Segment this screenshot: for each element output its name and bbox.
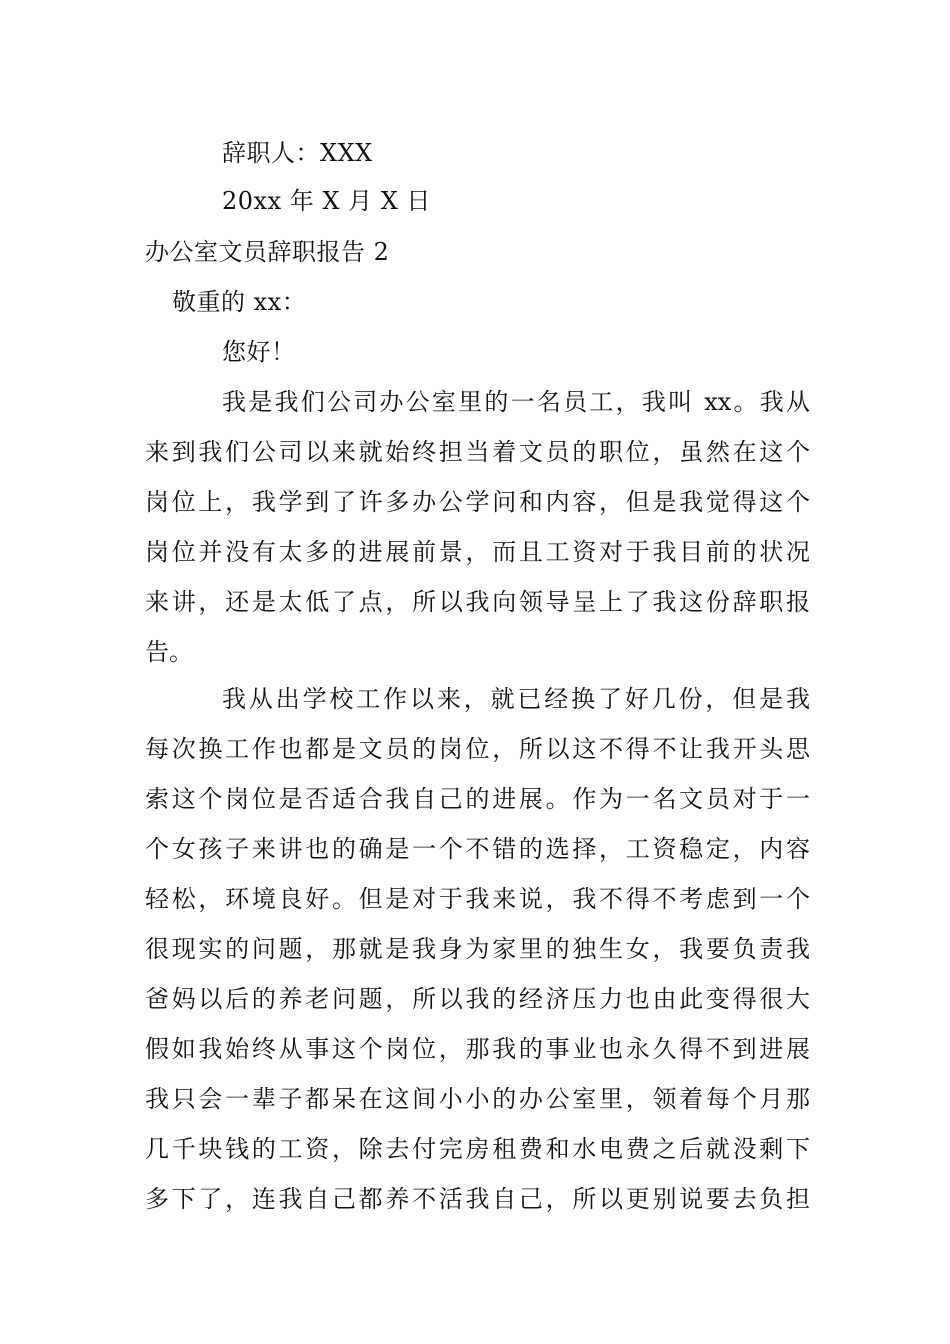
paragraph2-line: 每次换工作也都是文员的岗位，所以这不得不让我开头思 <box>145 735 810 763</box>
paragraph1-line: 告。 <box>145 638 193 666</box>
greeting: 您好！ <box>222 338 296 366</box>
date-line: 20xx 年 X 月 X 日 <box>222 187 431 215</box>
paragraph1-line: 岗位上，我学到了许多办公学问和内容，但是我觉得这个 <box>145 488 810 516</box>
report-title: 办公室文员辞职报告 2 <box>145 238 390 266</box>
paragraph2-line: 索这个岗位是否适合我自己的进展。作为一名文员对于一 <box>145 785 810 813</box>
paragraph2-line: 我从出学校工作以来，就已经换了好几份，但是我 <box>222 685 810 713</box>
paragraph2-line: 假如我始终从事这个岗位，那我的事业也永久得不到进展 <box>145 1035 810 1063</box>
paragraph1-line: 我是我们公司办公室里的一名员工，我叫 xx。我从 <box>222 388 810 416</box>
paragraph1-line: 来到我们公司以来就始终担当着文员的职位，虽然在这个 <box>145 438 810 466</box>
paragraph2-line: 我只会一辈子都呆在这间小小的办公室里，领着每个月那 <box>145 1085 810 1113</box>
paragraph2-line: 爸妈以后的养老问题，所以我的经济压力也由此变得很大 <box>145 985 810 1013</box>
paragraph1-line: 来讲，还是太低了点，所以我向领导呈上了我这份辞职报 <box>145 588 810 616</box>
salutation: 敬重的 xx： <box>172 288 307 316</box>
paragraph2-line: 个女孩子来讲也的确是一个不错的选择，工资稳定，内容 <box>145 835 810 863</box>
paragraph2-line: 很现实的问题，那就是我身为家里的独生女，我要负责我 <box>145 935 810 963</box>
paragraph2-line: 轻松，环境良好。但是对于我来说，我不得不考虑到一个 <box>145 885 810 913</box>
paragraph2-line: 多下了，连我自己都养不活我自己，所以更别说要去负担 <box>145 1185 810 1213</box>
paragraph1-line: 岗位并没有太多的进展前景，而且工资对于我目前的状况 <box>145 538 810 566</box>
paragraph2-line: 几千块钱的工资，除去付完房租费和水电费之后就没剩下 <box>145 1135 810 1163</box>
signer-line: 辞职人：XXX <box>222 139 373 167</box>
